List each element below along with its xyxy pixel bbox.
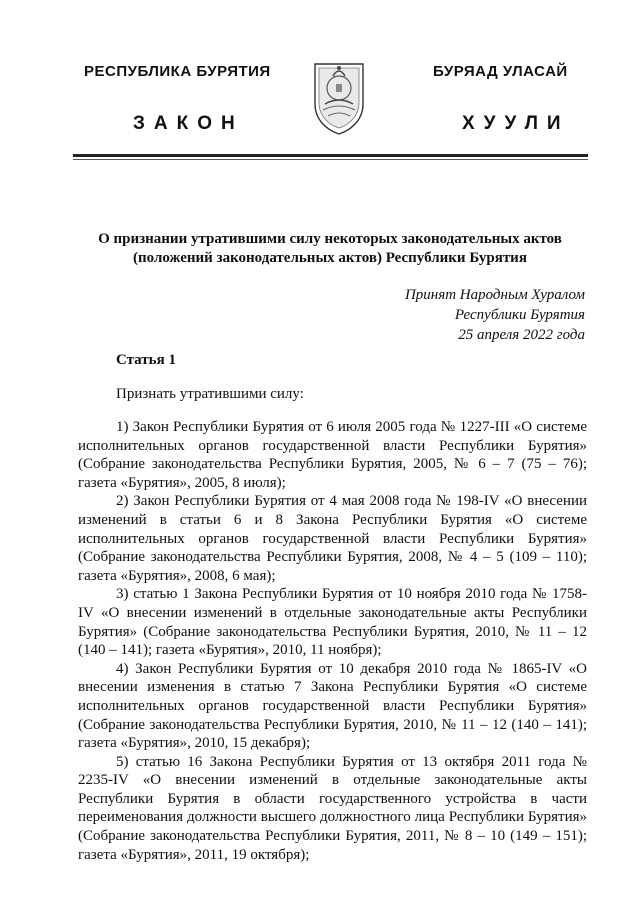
law-title-line: О признании утратившими силу некоторых законодательных актов	[98, 231, 562, 247]
adoption-note	[405, 285, 585, 345]
coat-of-arms-emblem	[311, 58, 367, 136]
article-items	[78, 418, 587, 864]
header-divider-thin	[73, 159, 588, 160]
article-heading: Статья 1	[116, 352, 176, 368]
article-item: 1) Закон Республики Бурятия от 6 июля 2005 года № 1227-III «О системе исполнительных органов государственной власти Республики Бурятия» (Собрание законодательства Республики Бурятия, 2005, № 6 – 7 (75 – 76); газета «Бурятия», 2005, 8 июля);	[78, 419, 587, 491]
article-item: 4) Закон Республики Бурятия от 10 декабря 2010 года № 1865-IV «О внесении изменения в статью 7 Закона Республики Бурятия «О системе исполнительных органов государственной власти Республики Бурятия» (Собрание законодательства Республики Бурятия, 2010, № 11 – 12 (140 – 141); газета «Бурятия», 2010, 15 декабря);	[78, 660, 587, 752]
header-republic-name-ru: РЕСПУБЛИКА БУРЯТИЯ	[84, 63, 271, 80]
adoption-note-line: Принят Народным Хуралом	[404, 287, 585, 303]
adoption-date: 25 апреля 2022 года	[458, 327, 585, 343]
article-item: 2) Закон Республики Бурятия от 4 мая 2008 года № 198-IV «О внесении изменений в статьи 6 и 8 Закона Республики Бурятия «О системе исполнительных органов государственной власти Республики Бурятия» (Собрание законодательства Республики Бурятия, 2008, № 4 – 5 (109 – 110); газета «Бурятия», 2008, 6 мая);	[78, 493, 587, 584]
article-item: 5) статью 16 Закона Республики Бурятия от 13 октября 2011 года № 2235-IV «О внесении изменений в отдельные законодательные акты Республики Бурятия в области государственного устройства в части переименования должности высшего должностного лица Республики Бурятия» (Собрание законодательства Республики Бурятия, 2011, № 8 – 10 (149 – 151); газета «Бурятия», 2011, 19 октября);	[78, 753, 587, 863]
article-intro: Признать утратившими силу:	[116, 386, 304, 402]
law-title	[80, 230, 580, 268]
law-title-line: (положений законодательных актов) Республики Бурятия	[133, 250, 527, 266]
article-item: 3) статью 1 Закона Республики Бурятия от 10 ноября 2010 года № 1758-IV «О внесении изменений в отдельные законодательные акты Республики Бурятия» (Собрание законодательства Республики Бурятия, 2010, № 11 – 12 (140 – 141); газета «Бурятия», 2010, 11 ноября);	[78, 586, 587, 659]
adoption-note-line: Республики Бурятия	[454, 307, 585, 323]
header-law-label-bua: ХУУЛИ	[462, 113, 570, 134]
header-divider-thick	[73, 154, 588, 157]
header-republic-name-bua: БУРЯАД УЛАСАЙ	[433, 63, 568, 80]
header-law-label-ru: ЗАКОН	[133, 113, 244, 134]
